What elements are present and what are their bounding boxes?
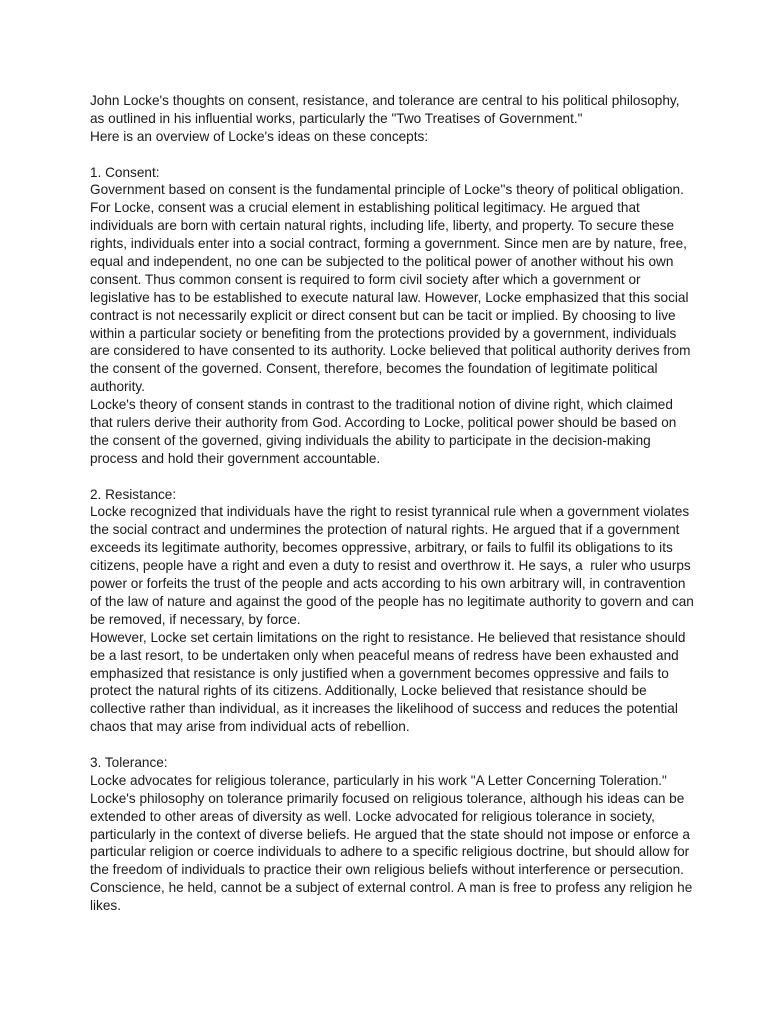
section-heading: 2. Resistance: [90, 486, 177, 502]
text-line: particular religion or coerce individuals to adhere to a specific religious doctrine, but should allow for [90, 844, 690, 860]
text-line: as outlined in his influential works, particularly the "Two Treatises of Government." [90, 110, 583, 126]
text-line: individuals are born with certain natural rights, including life, liberty, and property. To secure these [90, 218, 675, 234]
text-line: rights, individuals enter into a social contract, forming a government. Since men are by nature, free, [90, 236, 687, 252]
text-line: likes. [90, 898, 121, 914]
text-line: within a particular society or benefiting from the protections provided by a government, individuals [90, 325, 677, 341]
text-line: power or forfeits the trust of the people and acts according to his own arbitrary will, in contravention [90, 576, 686, 592]
section-heading: 3. Tolerance: [90, 754, 168, 770]
paragraph [90, 629, 690, 736]
text-line: process and hold their government accountable. [90, 450, 381, 466]
document-body [90, 92, 694, 915]
section-tolerance [90, 754, 693, 915]
text-line: the consent of the governed. Consent, therefore, becomes the foundation of legitimate political [90, 361, 658, 377]
text-line: be removed, if necessary, by force. [90, 611, 301, 627]
text-line: However, Locke set certain limitations on the right to resistance. He believed that resistance should [90, 629, 686, 645]
text-line: John Locke's thoughts on consent, resistance, and tolerance are central to his political philosophy, [90, 93, 680, 108]
text-line: the social contract and undermines the protection of natural rights. He argued that if a government [90, 522, 680, 538]
section-resistance [90, 486, 694, 736]
text-line: the consent of the governed, giving individuals the ability to participate in the decision-making [90, 432, 651, 448]
text-line: the freedom of individuals to practice their own religious beliefs without interference or persecution. [90, 862, 684, 878]
text-line: authority. [90, 379, 145, 395]
text-line: equal and independent, no one can be subjected to the political power of another without his own [90, 254, 674, 270]
paragraph [90, 396, 690, 468]
section-consent [90, 164, 690, 468]
paragraph [90, 503, 694, 628]
text-line: For Locke, consent was a crucial element in establishing political legitimacy. He argued that [90, 200, 640, 216]
text-line: Government based on consent is the fundamental principle of Locke''s theory of political obligation. [90, 182, 684, 198]
text-line: extended to other areas of diversity as well. Locke advocated for religious tolerance in society, [90, 808, 655, 824]
text-line: emphasized that resistance is only justified when a government becomes oppressive and fails to [90, 665, 669, 681]
text-line: Locke recognized that individuals have the right to resist tyrannical rule when a government violates [90, 504, 690, 520]
text-line: particularly in the context of diverse beliefs. He argued that the state should not impose or enforce a [90, 826, 690, 842]
intro-paragraph [90, 92, 690, 146]
text-line: of the law of nature and against the good of the people has no legitimate authority to govern and can [90, 593, 694, 609]
paragraph [90, 772, 693, 915]
text-line: Locke advocates for religious tolerance, particularly in his work "A Letter Concerning Toleration." [90, 772, 667, 788]
text-line: that rulers derive their authority from God. According to Locke, political power should be based on [90, 415, 677, 431]
text-line: legislative has to be established to execute natural law. However, Locke emphasized that this social [90, 289, 689, 305]
text-line: contract is not necessarily explicit or direct consent but can be tacit or implied. By choosing to live [90, 307, 676, 323]
text-line: citizens, people have a right and even a duty to resist and overthrow it. He says, a ruler who usurps [90, 558, 691, 574]
paragraph [90, 181, 690, 396]
text-line: consent. Thus common consent is required to form civil society after which a government or [90, 271, 641, 287]
text-line: Conscience, he held, cannot be a subject of external control. A man is free to profess any religion he [90, 880, 693, 896]
section-heading: 1. Consent: [90, 164, 160, 180]
text-line: be a last resort, to be undertaken only when peaceful means of redress have been exhausted and [90, 647, 679, 663]
text-line: protect the natural rights of its citizens. Additionally, Locke believed that resistance should be [90, 683, 647, 699]
text-line: chaos that may arise from individual acts of rebellion. [90, 719, 410, 735]
text-line: Here is an overview of Locke's ideas on these concepts: [90, 128, 429, 144]
text-line: are considered to have consented to its authority. Locke believed that political authority derives from [90, 343, 691, 359]
text-line: exceeds its legitimate authority, becomes oppressive, arbitrary, or fails to fulfil its obligations to its [90, 540, 673, 556]
text-line: collective rather than individual, as it increases the likelihood of success and reduces the potential [90, 701, 678, 717]
text-line: Locke's theory of consent stands in contrast to the traditional notion of divine right, which claimed [90, 397, 673, 413]
text-line: Locke's philosophy on tolerance primarily focused on religious tolerance, although his ideas can be [90, 790, 685, 806]
